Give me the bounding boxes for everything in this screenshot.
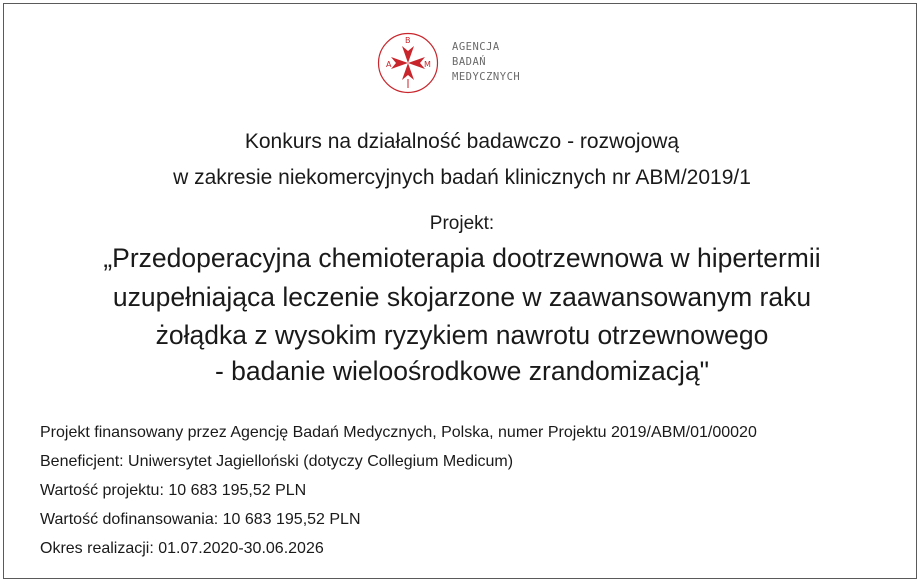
funding-info: Projekt finansowany przez Agencję Badań Medycznych, Polska, numer Projektu 2019/ABM/01/00020 (40, 424, 757, 441)
project-title-line-1: „Przedoperacyjna chemioterapia dootrzewnowa w hipertermii (103, 243, 821, 273)
funding-value: Wartość dofinansowania: 10 683 195,52 PLN (40, 511, 361, 528)
competition-title-line-1: Konkurs na działalność badawczo - rozwojową (244, 130, 680, 153)
beneficiary-info: Beneficjent: Uniwersytet Jagielloński (dotyczy Collegium Medicum) (40, 453, 514, 470)
project-value: Wartość projektu: 10 683 195,52 PLN (40, 482, 307, 499)
project-title-line-4: - badanie wieloośrodkowe zrandomizacją" (214, 356, 710, 386)
agency-name (452, 40, 520, 85)
project-title-line-3: żołądka z wysokim ryzykiem nawrotu otrzewnowego (155, 320, 769, 350)
logo-letter-m: M (424, 60, 431, 69)
logo-letter-a: A (386, 60, 392, 69)
abm-logo-icon (377, 32, 439, 94)
agency-name-line: MEDYCZNYCH (452, 71, 521, 83)
agency-name-line: BADAŃ (452, 56, 487, 68)
project-title-line-2: uzupełniająca leczenie skojarzone w zaawansowanym raku (112, 282, 812, 312)
competition-title-line-2: w zakresie niekomercyjnych badań klinicznych nr ABM/2019/1 (173, 166, 751, 189)
agency-name-line: AGENCJA (452, 41, 500, 53)
project-label: Projekt: (429, 213, 495, 234)
logo-letter-b: B (405, 36, 411, 45)
project-details (40, 418, 757, 563)
implementation-period: Okres realizacji: 01.07.2020-30.06.2026 (40, 540, 324, 557)
